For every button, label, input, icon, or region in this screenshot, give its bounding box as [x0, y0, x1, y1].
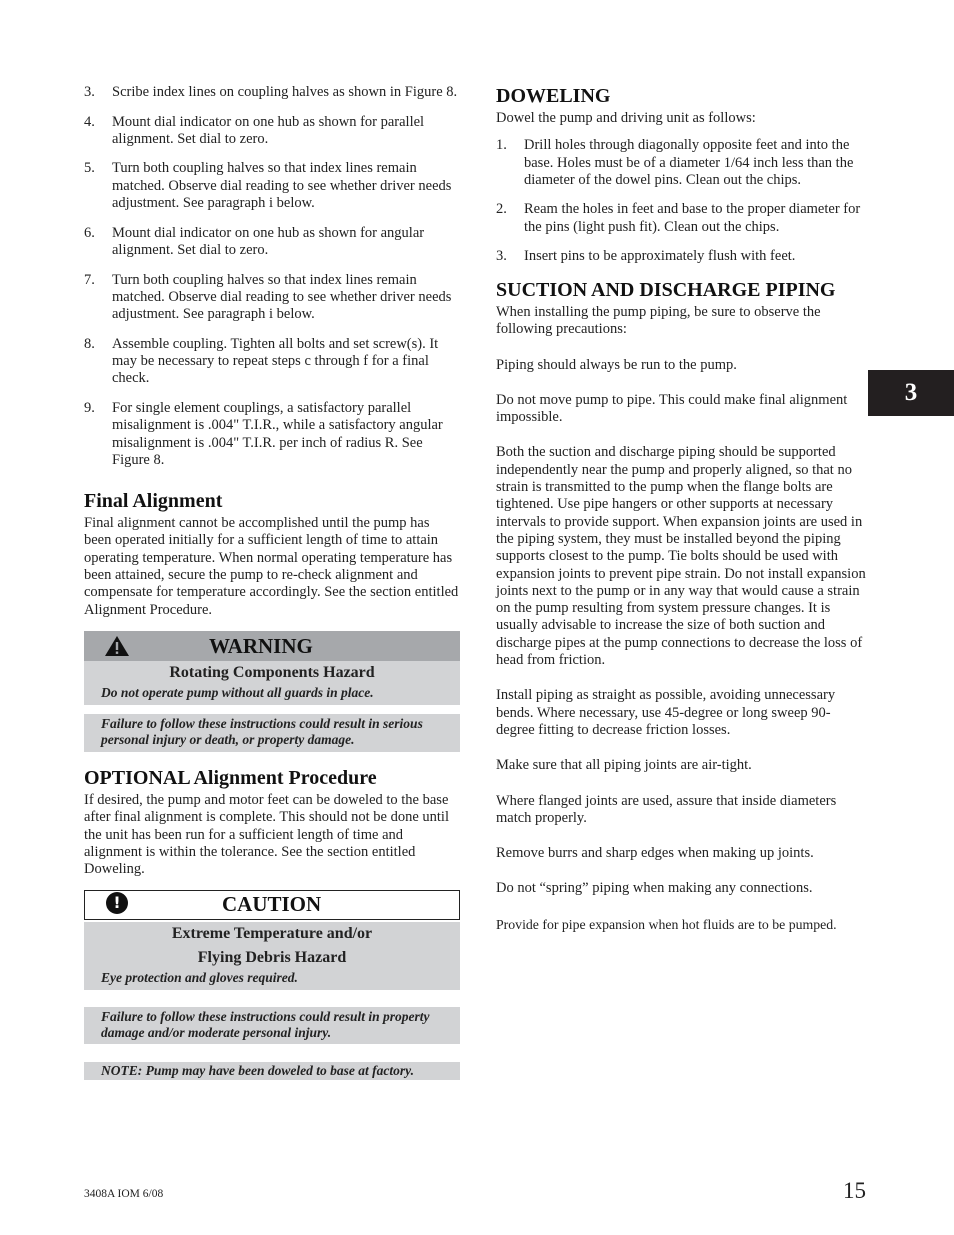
warning-consequence-box	[84, 714, 460, 752]
list-item: 9. For single element couplings, a satisfactory parallel misalignment is .004" T.I.R., while a satisfactory angular misalignment is .004" T.I.R. per inch of radius R. See Figure 8.	[84, 399, 443, 468]
list-item: 4. Mount dial indicator on one hub as shown for parallel alignment. Set dial to zero.	[84, 113, 425, 147]
doweling-note-box	[84, 1062, 460, 1080]
warning-hazard-box	[84, 661, 460, 705]
list-item: 5. Turn both coupling halves so that index lines remain matched. Observe dial reading to see whether driver needs adjustment. See paragraph i below.	[84, 160, 452, 212]
alignment-steps-list	[84, 84, 460, 469]
list-item: 8. Assemble coupling. Tighten all bolts and set screw(s). It may be necessary to repeat steps c through f for a final check.	[84, 335, 439, 387]
caution-hazard-box	[84, 922, 460, 990]
list-item: 1. Drill holes through diagonally opposite feet and into the base. Holes must be of a diameter 1/64 inch less than the diameter of the dowel pins. Clean out the chips.	[496, 137, 854, 188]
doweling-note: NOTE: Pump may have been doweled to base at factory.	[101, 1063, 414, 1079]
piping-paragraph: When installing the pump piping, be sure to observe the following precautions:	[496, 303, 821, 338]
piping-paragraph: Do not move pump to pipe. This could make final alignment impossible.	[496, 391, 848, 426]
warning-instruction: Do not operate pump without all guards in place.	[101, 684, 374, 700]
warning-consequence: Failure to follow these instructions could result in serious personal injury or death, or property damage.	[101, 715, 423, 747]
caution-hazard-line1: Extreme Temperature and/or	[171, 925, 373, 943]
warning-header	[84, 631, 460, 661]
list-item: 3. Insert pins to be approximately flush with feet.	[496, 248, 796, 265]
piping-paragraph: Install piping as straight as possible, avoiding unnecessary bends. Where necessary, use 45-degree or long sweep 90-degree fitting to decrease friction losses.	[496, 687, 836, 738]
caution-title: CAUTION	[222, 892, 322, 917]
doweling-intro: Dowel the pump and driving unit as follows:	[496, 110, 756, 126]
caution-hazard-line2: Flying Debris Hazard	[197, 949, 347, 967]
piping-paragraph: Provide for pipe expansion when hot fluids are to be pumped.	[496, 916, 837, 932]
warning-title: WARNING	[209, 633, 313, 658]
warning-triangle-icon	[104, 635, 130, 662]
piping-paragraph: Do not “spring” piping when making any connections.	[496, 880, 813, 897]
list-item: 6. Mount dial indicator on one hub as shown for angular alignment. Set dial to zero.	[84, 224, 425, 258]
optional-alignment-heading: OPTIONAL Alignment Procedure	[84, 766, 377, 789]
list-item: 7. Turn both coupling halves so that index lines remain matched. Observe dial reading to see whether driver needs adjustment. See paragraph i below.	[84, 271, 452, 323]
piping-paragraph: Where flanged joints are used, assure that inside diameters match properly.	[496, 792, 837, 826]
final-alignment-heading: Final Alignment	[84, 490, 223, 513]
right-column	[496, 84, 868, 951]
caution-header	[84, 890, 460, 920]
footer-doc-code: 3408A IOM 6/08	[84, 1188, 164, 1200]
piping-heading: SUCTION AND DISCHARGE PIPING	[496, 278, 836, 301]
list-item: 3. Scribe index lines on coupling halves as shown in Figure 8.	[84, 84, 458, 100]
caution-instruction: Eye protection and gloves required.	[101, 970, 298, 986]
piping-paragraph: Piping should always be run to the pump.	[496, 356, 737, 373]
doweling-heading: DOWELING	[496, 85, 611, 107]
piping-paragraph: Make sure that all piping joints are air-tight.	[496, 757, 752, 774]
piping-paragraph: Remove burrs and sharp edges when making up joints.	[496, 845, 814, 862]
final-alignment-text: Final alignment cannot be accomplished until the pump has been operated initially for a sufficient length of time to attain operating temperature. When normal operating temperature has been attained, secure the pump to re-check alignment and compensate for temperature accordingly. See the section entitled Alignment Procedure.	[84, 515, 459, 618]
left-column	[84, 84, 460, 1080]
caution-consequence-box	[84, 1007, 460, 1044]
exclamation-icon: !	[106, 892, 128, 914]
chapter-tab-marker: 3	[868, 370, 954, 416]
warning-hazard: Rotating Components Hazard	[169, 663, 375, 681]
page-number: 15	[843, 1178, 866, 1203]
optional-alignment-text: If desired, the pump and motor feet can be doweled to the base after final alignment is complete. This should not be done until the unit has been run for a sufficient length of time and alignment is within the tolerance. See the section entitled Doweling.	[84, 791, 449, 878]
list-item: 2. Ream the holes in feet and base to the proper diameter for the pins (light push fit). Clean out the chips.	[496, 201, 861, 235]
doweling-steps-list	[496, 137, 868, 265]
piping-paragraph: Both the suction and discharge piping should be supported independently near the pump and properly aligned, so that no strain is transmitted to the pump when the flange bolts are tightened. Use pipe hangers or other supports at necessary intervals to provide support. When expansion joints are used in the piping system, they must be installed beyond the piping supports closest to the pump. Tie bolts should be used with expansion joints to prevent pipe strain. Do not install expansion joints next to the pump or in any way that would cause a strain on the pump resulting from system pressure changes. It is usually advisable to increase the size of both suction and discharge pipes at the pump connections to decrease the loss of head from friction.	[496, 444, 866, 669]
caution-consequence: Failure to follow these instructions could result in property damage and/or moderate personal injury.	[101, 1009, 430, 1041]
